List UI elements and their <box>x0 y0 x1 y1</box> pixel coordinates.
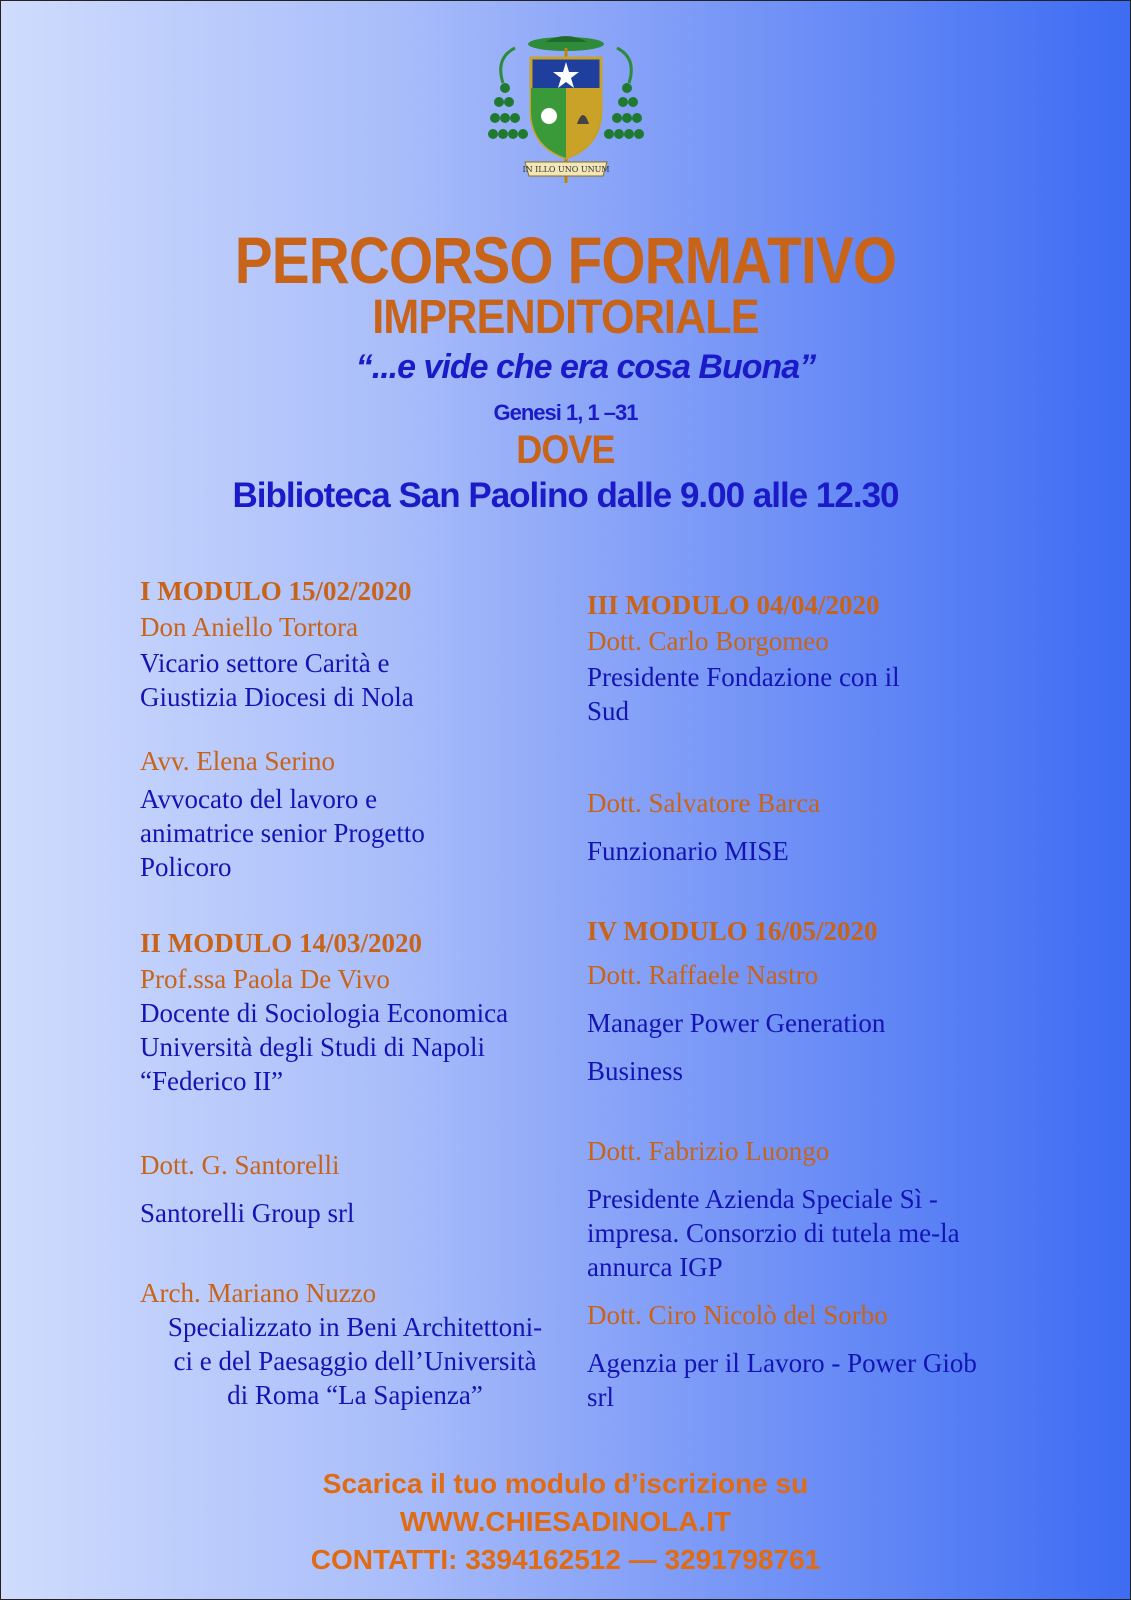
module-1-speaker-1-role: Vicario settore Carità e Giustizia Diocesi di Nola <box>140 648 414 712</box>
event-quote: “...e vide che era cosa Buona” <box>355 348 816 386</box>
module-4-speaker-3-role: Agenzia per il Lavoro - Power Giob srl <box>587 1348 977 1412</box>
venue-time: Biblioteca San Paolino dalle 9.00 alle 12.30 <box>232 476 899 515</box>
module-2-speaker-1-role-line-1: Docente di Sociologia Economica <box>140 998 509 1028</box>
module-1-title: I MODULO 15/02/2020 <box>140 576 412 606</box>
module-2-speaker-1-role-line-3: “Federico II” <box>140 1066 284 1096</box>
module-3-title: III MODULO 04/04/2020 <box>587 590 880 620</box>
module-2-speaker-3-role-line-3: di Roma “La Sapienza” <box>227 1380 483 1410</box>
module-2-speaker-3: Arch. Mariano Nuzzo <box>140 1278 377 1308</box>
website-link[interactable]: WWW.CHIESADINOLA.IT <box>399 1506 732 1537</box>
svg-text:IN ILLO UNO UNUM: IN ILLO UNO UNUM <box>522 165 610 174</box>
module-4-speaker-2: Dott. Fabrizio Luongo <box>587 1136 830 1166</box>
module-2-speaker-1-role-line-2: Università degli Studi di Napoli <box>140 1032 485 1062</box>
module-2-speaker-2: Dott. G. Santorelli <box>140 1150 340 1180</box>
module-3-speaker-1: Dott. Carlo Borgomeo <box>587 626 829 656</box>
bible-reference: Genesi 1, 1 –31 <box>493 400 638 425</box>
module-4-speaker-1-role-line-2: Business <box>587 1056 684 1086</box>
module-2-title: II MODULO 14/03/2020 <box>140 928 423 958</box>
where-label: DOVE <box>516 428 615 472</box>
module-2-speaker-3-role-line-1: Specializzato in Beni Architettoni- <box>167 1312 543 1342</box>
module-4-title: IV MODULO 16/05/2020 <box>587 916 878 946</box>
contacts: CONTATTI: 3394162512 — 3291798761 <box>310 1544 821 1575</box>
module-3-speaker-1-role: Presidente Fondazione con il Sud <box>587 662 900 726</box>
module-4-speaker-1: Dott. Raffaele Nastro <box>587 960 819 990</box>
module-1-speaker-2: Avv. Elena Serino <box>140 746 335 776</box>
registration-instruction: Scarica il tuo modulo d’iscrizione su <box>322 1468 809 1499</box>
module-1-speaker-2-role: Avvocato del lavoro e animatrice senior Progetto Policoro <box>140 784 425 882</box>
module-2-speaker-2-role: Santorelli Group srl <box>140 1198 355 1228</box>
event-title: PERCORSO FORMATIVO <box>234 223 897 297</box>
module-3-speaker-2-role: Funzionario MISE <box>587 836 789 866</box>
module-2-speaker-3-role-line-2: ci e del Paesaggio dell’Università <box>173 1346 537 1376</box>
module-4-speaker-2-role: Presidente Azienda Speciale Sì - impresa. Consorzio di tutela me-la annurca IGP <box>587 1184 960 1282</box>
module-3-speaker-2: Dott. Salvatore Barca <box>587 788 821 818</box>
diocese-crest-icon <box>485 28 647 190</box>
module-4-speaker-3: Dott. Ciro Nicolò del Sorbo <box>587 1300 888 1330</box>
module-4-speaker-1-role-line-1: Manager Power Generation <box>587 1008 886 1038</box>
event-subtitle: IMPRENDITORIALE <box>372 291 759 344</box>
module-2-speaker-1: Prof.ssa Paola De Vivo <box>140 964 390 994</box>
module-1-speaker-1: Don Aniello Tortora <box>140 612 359 642</box>
